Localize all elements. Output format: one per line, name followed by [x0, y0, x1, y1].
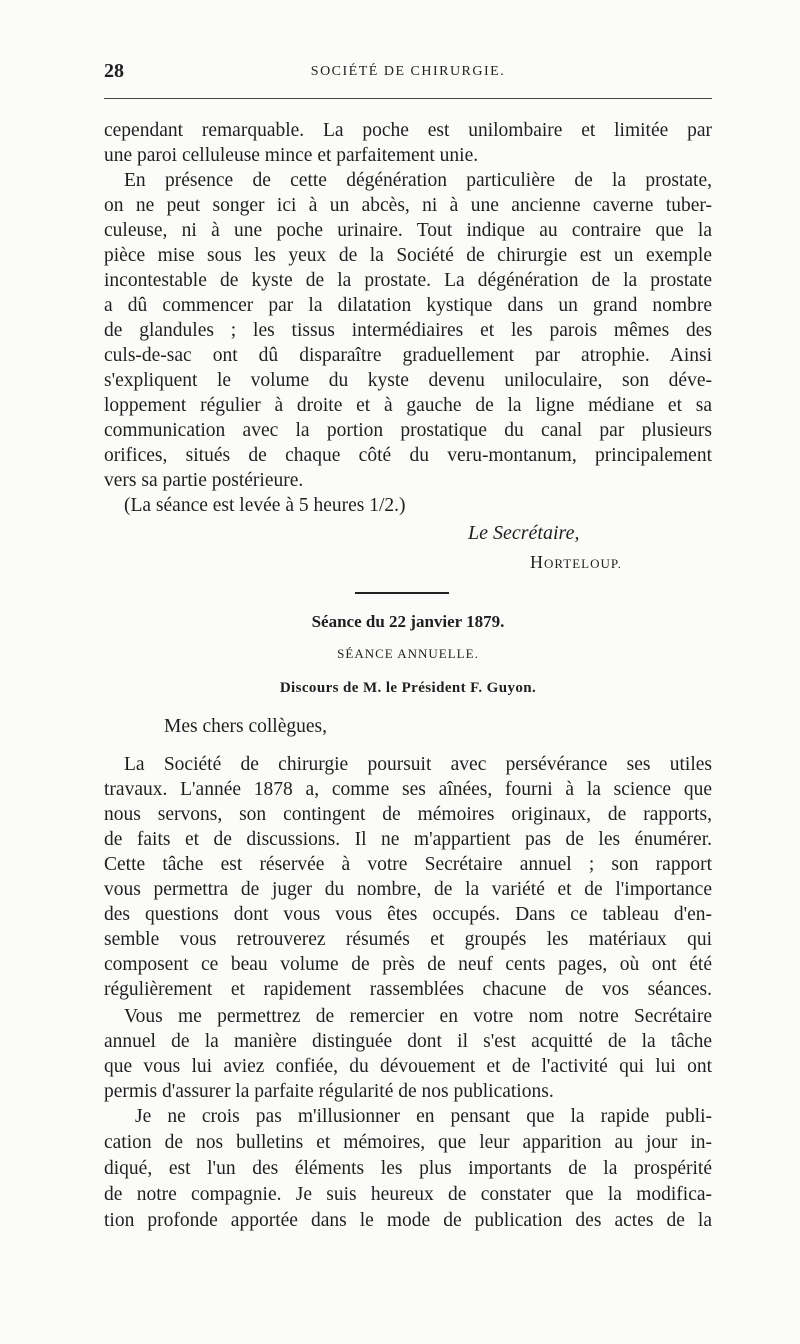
text-line: incontestable de kyste de la prostate. La dégénération de la prostate [104, 270, 712, 291]
text-line: diqué, est l'un des éléments les plus importants de la prospérité [104, 1158, 712, 1179]
text-line: orifices, situés de chaque côté du veru-montanum, principalement [104, 445, 712, 466]
text-line: culs-de-sac ont dû disparaître graduellement par atrophie. Ainsi [104, 345, 712, 366]
speech-title: Discours de M. le Président F. Guyon. [279, 680, 537, 696]
text-line: s'expliquent le volume du kyste devenu uniloculaire, son déve- [104, 370, 712, 391]
text-line: une paroi celluleuse mince et parfaitement unie. [104, 145, 479, 166]
running-head [104, 60, 712, 88]
text-line: on ne peut songer ici à un abcès, ni à une ancienne caverne tuber- [104, 195, 712, 216]
text-line: régulièrement et rapidement rassemblées chacune de vos séances. [104, 979, 712, 1000]
text-line: travaux. L'année 1878 a, comme ses aînées, fourni à la science que [104, 779, 712, 800]
text-line: Vous me permettrez de remercier en votre nom notre Secrétaire [124, 1006, 712, 1027]
text-line: vers sa partie postérieure. [104, 470, 304, 491]
text-line: des questions dont vous vous êtes occupés. Dans ce tableau d'en- [104, 904, 712, 925]
signature-name [530, 552, 622, 573]
text-line: de faits et de discussions. Il ne m'appartient pas de les énumérer. [104, 829, 712, 850]
text-line: culeuse, ni à une poche urinaire. Tout indique au contraire que la [104, 220, 712, 241]
text-line: loppement régulier à droite et à gauche de la ligne médiane et sa [104, 395, 712, 416]
text-line: a dû commencer par la dilatation kystique dans un grand nombre [104, 295, 712, 316]
running-title: SOCIÉTÉ DE CHIRURGIE. [310, 64, 506, 79]
text-line: vous permettra de juger du nombre, de la variété et de l'importance [104, 879, 712, 900]
text-line: tion profonde apportée dans le mode de publication des actes de la [104, 1210, 712, 1231]
text-line: cation de nos bulletins et mémoires, que leur apparition au jour in- [104, 1132, 712, 1153]
session-title: Séance du 22 janvier 1879. [311, 612, 505, 631]
text-line: Je ne crois pas m'illusionner en pensant que la rapide publi- [135, 1106, 712, 1127]
signature-name-rest: ORTELOUP. [544, 556, 622, 571]
text-line: de notre compagnie. Je suis heureux de constater que la modifica- [104, 1184, 712, 1205]
text-line: de glandules ; les tissus intermédiaires et les parois mêmes des [104, 320, 712, 341]
text-line: La Société de chirurgie poursuit avec persévérance ses utiles [124, 754, 712, 775]
text-line: annuel de la manière distinguée dont il s'est acquitté de la tâche [104, 1031, 712, 1052]
text-line: permis d'assurer la parfaite régularité de nos publications. [104, 1081, 554, 1102]
text-line: cependant remarquable. La poche est unilombaire et limitée par [104, 120, 712, 141]
text-line: communication avec la portion prostatique du canal par plusieurs [104, 420, 712, 441]
salutation: Mes chers collègues, [164, 716, 327, 737]
page-number: 28 [104, 60, 124, 82]
signature-name-initial: H [530, 552, 544, 572]
signature-title: Le Secrétaire, [468, 522, 580, 544]
section-separator [355, 592, 449, 594]
text-line: nous servons, son contingent de mémoires originaux, de rapports, [104, 804, 712, 825]
closing-note: (La séance est levée à 5 heures 1/2.) [124, 495, 406, 516]
header-rule [104, 98, 712, 99]
text-line: semble vous retrouverez résumés et groupés les matériaux qui [104, 929, 712, 950]
text-line: Cette tâche est réservée à votre Secrétaire annuel ; son rapport [104, 854, 712, 875]
text-line: En présence de cette dégénération particulière de la prostate, [124, 170, 712, 191]
text-line: que vous lui aviez confiée, du dévouement et de l'activité qui lui ont [104, 1056, 712, 1077]
session-subtitle: SÉANCE ANNUELLE. [337, 646, 479, 661]
text-line: pièce mise sous les yeux de la Société de chirurgie est un exemple [104, 245, 712, 266]
text-line: composent ce beau volume de près de neuf cents pages, où ont été [104, 954, 712, 975]
